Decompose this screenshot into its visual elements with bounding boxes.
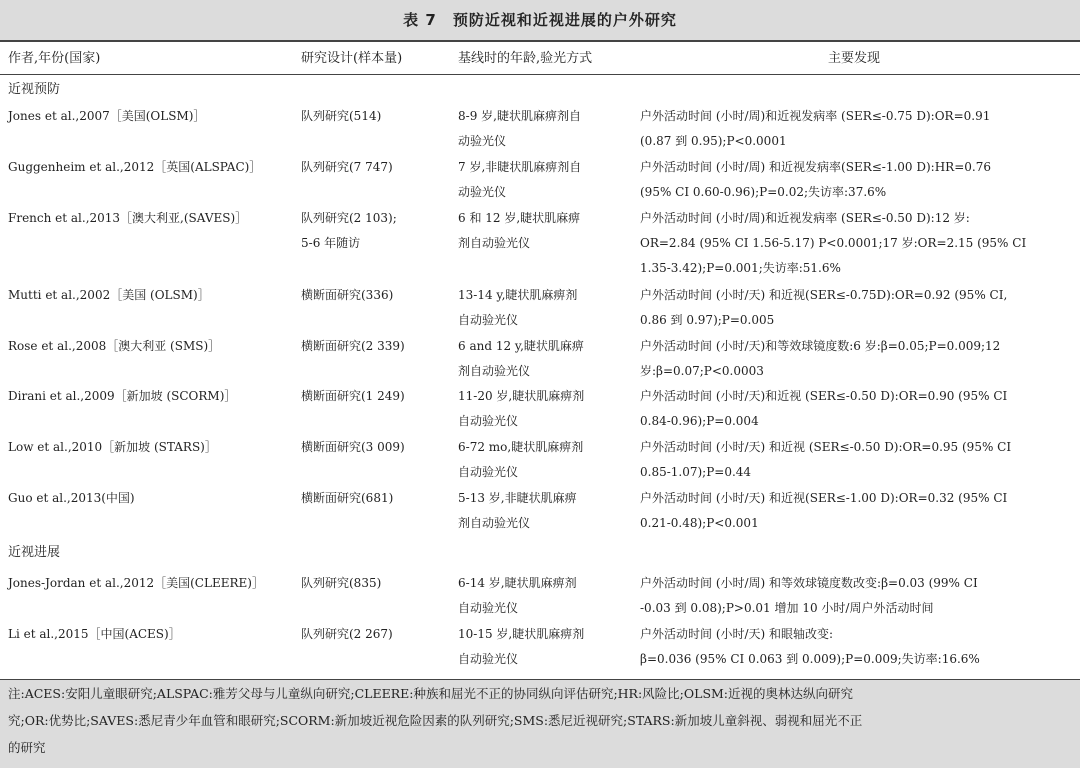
row-author: Jones et al.,2007［美国(OLSM)］ <box>8 109 206 123</box>
row-age: 6-72 mo,睫状肌麻痹剂 自动验光仪 <box>458 440 584 479</box>
row-author: Guo et al.,2013(中国) <box>8 491 135 505</box>
row-design: 横断面研究(1 249) <box>301 389 405 403</box>
row-findings: 户外活动时间 (小时/天)和等效球镜度数:6 岁:β=0.05;P=0.009;12 岁:β=0.07;P<0.0003 <box>640 339 1001 378</box>
row-age: 13-14 y,睫状肌麻痹剂 自动验光仪 <box>458 288 578 327</box>
row-author: Dirani et al.,2009［新加坡 (SCORM)］ <box>8 389 237 403</box>
row-author: Mutti et al.,2002［美国 (OLSM)］ <box>8 288 210 302</box>
header-design: 研究设计(样本量) <box>301 51 403 66</box>
row-findings: 户外活动时间 (小时/周) 和等效球镜度数改变:β=0.03 (99% CI -0.03 到 0.08);P>0.01 增加 10 小时/周户外活动时间 <box>640 576 978 615</box>
row-author: French et al.,2013［澳大利亚,(SAVES)］ <box>8 211 248 225</box>
row-design: 队列研究(835) <box>301 576 382 590</box>
row-author: Jones-Jordan et al.,2012［美国(CLEERE)］ <box>8 576 264 590</box>
row-age: 6 和 12 岁,睫状肌麻痹 剂自动验光仪 <box>458 211 581 250</box>
section-label-progression: 近视进展 <box>8 545 61 560</box>
header-author: 作者,年份(国家) <box>8 51 101 66</box>
table-header <box>0 44 1080 74</box>
header-age: 基线时的年龄,验光方式 <box>458 51 593 66</box>
row-age: 7 岁,非睫状肌麻痹剂自 动验光仪 <box>458 160 582 199</box>
row-age: 10-15 岁,睫状肌麻痹剂 自动验光仪 <box>458 627 585 666</box>
row-design: 队列研究(2 267) <box>301 627 393 641</box>
header-findings: 主要发现 <box>828 51 881 66</box>
row-design: 队列研究(2 103); 5-6 年随访 <box>301 211 397 250</box>
row-age: 6-14 岁,睫状肌麻痹剂 自动验光仪 <box>458 576 577 615</box>
row-findings: 户外活动时间 (小时/天) 和近视 (SER≤-0.50 D):OR=0.95 (95% CI 0.85-1.07);P=0.44 <box>640 440 1012 479</box>
row-author: Low et al.,2010［新加坡 (STARS)］ <box>8 440 217 454</box>
row-findings: 户外活动时间 (小时/天)和近视 (SER≤-0.50 D):OR=0.90 (95% CI 0.84-0.96);P=0.004 <box>640 389 1008 428</box>
row-author: Li et al.,2015［中国(ACES)］ <box>8 627 181 641</box>
row-findings: 户外活动时间 (小时/天) 和近视(SER≤-1.00 D):OR=0.32 (95% CI 0.21-0.48);P<0.001 <box>640 491 1008 530</box>
row-age: 11-20 岁,睫状肌麻痹剂 自动验光仪 <box>458 389 585 428</box>
row-findings: 户外活动时间 (小时/天) 和眼轴改变: β=0.036 (95% CI 0.063 到 0.009);P=0.009;失访率:16.6% <box>640 627 980 666</box>
row-design: 横断面研究(2 339) <box>301 339 405 353</box>
header-rule <box>0 74 1080 75</box>
table-footnote: 注:ACES:安阳儿童眼研究;ALSPAC:雅芳父母与儿童纵向研究;CLEERE:种族和屈光不正的协同纵向评估研究;HR:风险比;OLSM:近视的奥林达纵向研究 究;OR:优势比;SAVES:悉尼青少年血管和眼研究;SCORM:新加坡近视危险因素的队列研究;SMS:悉尼近视研究;STARS:新加坡儿童斜视、弱视和屈光不正 的研究 <box>0 680 1080 768</box>
row-design: 横断面研究(681) <box>301 491 394 505</box>
row-design: 横断面研究(336) <box>301 288 394 302</box>
row-findings: 户外活动时间 (小时/周) 和近视发病率(SER≤-1.00 D):HR=0.76 (95% CI 0.60-0.96);P=0.02;失访率:37.6% <box>640 160 991 199</box>
section-label-prevention: 近视预防 <box>8 82 61 97</box>
row-design: 横断面研究(3 009) <box>301 440 405 454</box>
row-design: 队列研究(514) <box>301 109 382 123</box>
row-design: 队列研究(7 747) <box>301 160 393 174</box>
row-age: 5-13 岁,非睫状肌麻痹 剂自动验光仪 <box>458 491 577 530</box>
row-findings: 户外活动时间 (小时/周)和近视发病率 (SER≤-0.75 D):OR=0.91 (0.87 到 0.95);P<0.0001 <box>640 109 991 148</box>
row-findings: 户外活动时间 (小时/天) 和近视(SER≤-0.75D):OR=0.92 (95% CI, 0.86 到 0.97);P=0.005 <box>640 288 1008 327</box>
table-title: 表 7 预防近视和近视进展的户外研究 <box>0 0 1080 40</box>
row-findings: 户外活动时间 (小时/周)和近视发病率 (SER≤-0.50 D):12 岁: OR=2.84 (95% CI 1.56-5.17) P<0.0001;17 岁:OR=2.15 (95% CI 1.35-3.42);P=0.001;失访率:51.6% <box>640 211 1027 275</box>
row-age: 8-9 岁,睫状肌麻痹剂自 动验光仪 <box>458 109 581 148</box>
row-author: Rose et al.,2008［澳大利亚 (SMS)］ <box>8 339 221 353</box>
row-author: Guggenheim et al.,2012［英国(ALSPAC)］ <box>8 160 262 174</box>
row-age: 6 and 12 y,睫状肌麻痹 剂自动验光仪 <box>458 339 584 378</box>
top-rule <box>0 40 1080 42</box>
